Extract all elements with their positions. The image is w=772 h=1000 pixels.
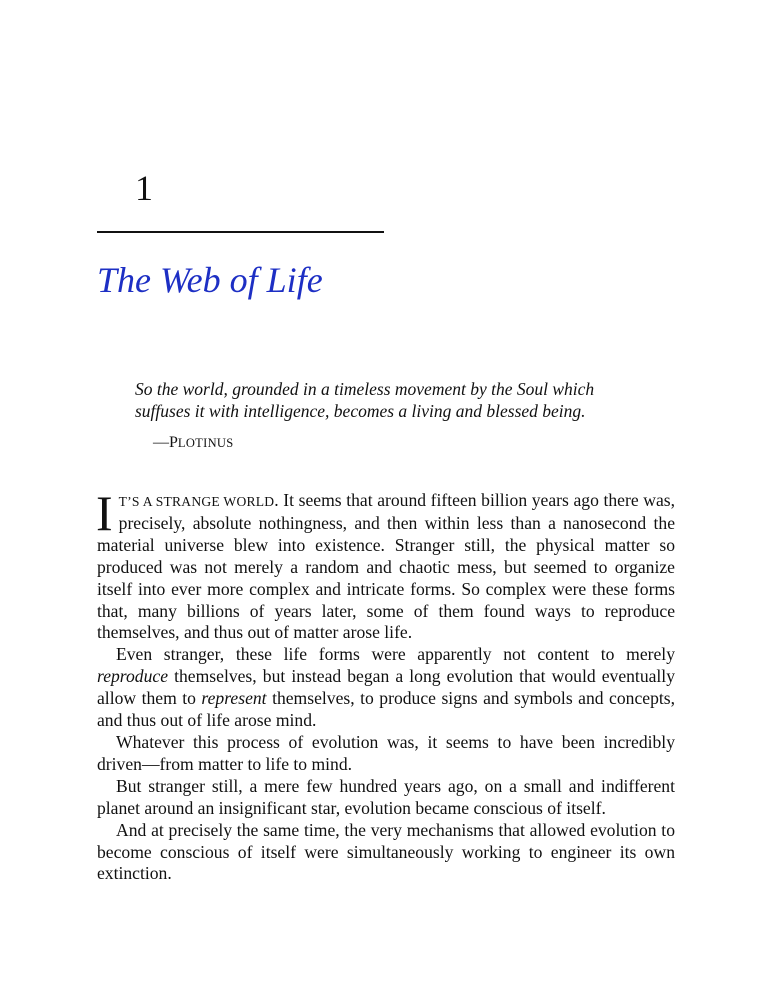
paragraph-2-emphasis-reproduce: reproduce — [97, 666, 169, 687]
chapter-rule-divider — [97, 231, 384, 233]
chapter-title: The Web of Life — [97, 260, 323, 300]
attribution-initial: P — [169, 434, 178, 451]
epigraph — [135, 378, 695, 422]
paragraph-2-emphasis-represent: represent — [201, 688, 267, 709]
chapter-number: 1 — [135, 168, 153, 208]
attribution-rest: LOTINUS — [177, 436, 234, 450]
paragraph-5: And at precisely the same time, the very mechanisms that allowed evolution to become conscious of itself were simultaneously working to engineer its own extinction. — [97, 819, 675, 884]
epigraph-attribution — [153, 432, 233, 454]
paragraph-2-text-a: Even stranger, these life forms were apparently not content to merely — [116, 644, 675, 665]
chapter-body — [96, 485, 675, 885]
paragraph-1 — [96, 485, 675, 644]
paragraph-4: But stranger still, a mere few hundred years ago, on a small and indifferent planet around an insignificant star, evolution became conscious of itself. — [97, 775, 675, 818]
opening-smallcaps: T’S A STRANGE WORLD — [118, 494, 275, 509]
paragraph-3: Whatever this process of evolution was, it seems to have been incredibly driven—from matter to life to mind. — [97, 731, 675, 774]
epigraph-line-1: So the world, grounded in a timeless movement by the Soul which — [135, 379, 595, 399]
attribution-dash: — — [153, 434, 169, 451]
epigraph-line-2: suffuses it with intelligence, becomes a living and blessed being. — [135, 401, 586, 421]
drop-cap: I — [96, 485, 113, 541]
paragraph-2 — [97, 644, 675, 732]
paragraph-1-text: . It seems that around fifteen billion years ago there was, precisely, absolute nothingness, and then within less than a nanosecond the material universe blew into existence. Stranger still, the physical matter so produced was not merely a random and chaotic mess, but seemed to organize itself into ever more complex and intricate forms. So complex were these forms that, many billions of years later, some of them found ways to reproduce themselves, and thus out of matter arose life. — [97, 490, 675, 643]
paragraph-2-text-b: themselves, but instead began a long evolution that would eventually allow them to — [97, 666, 675, 709]
paragraph-2-text-c: themselves, to produce signs and symbols and concepts, and thus out of life arose mind. — [97, 688, 675, 731]
